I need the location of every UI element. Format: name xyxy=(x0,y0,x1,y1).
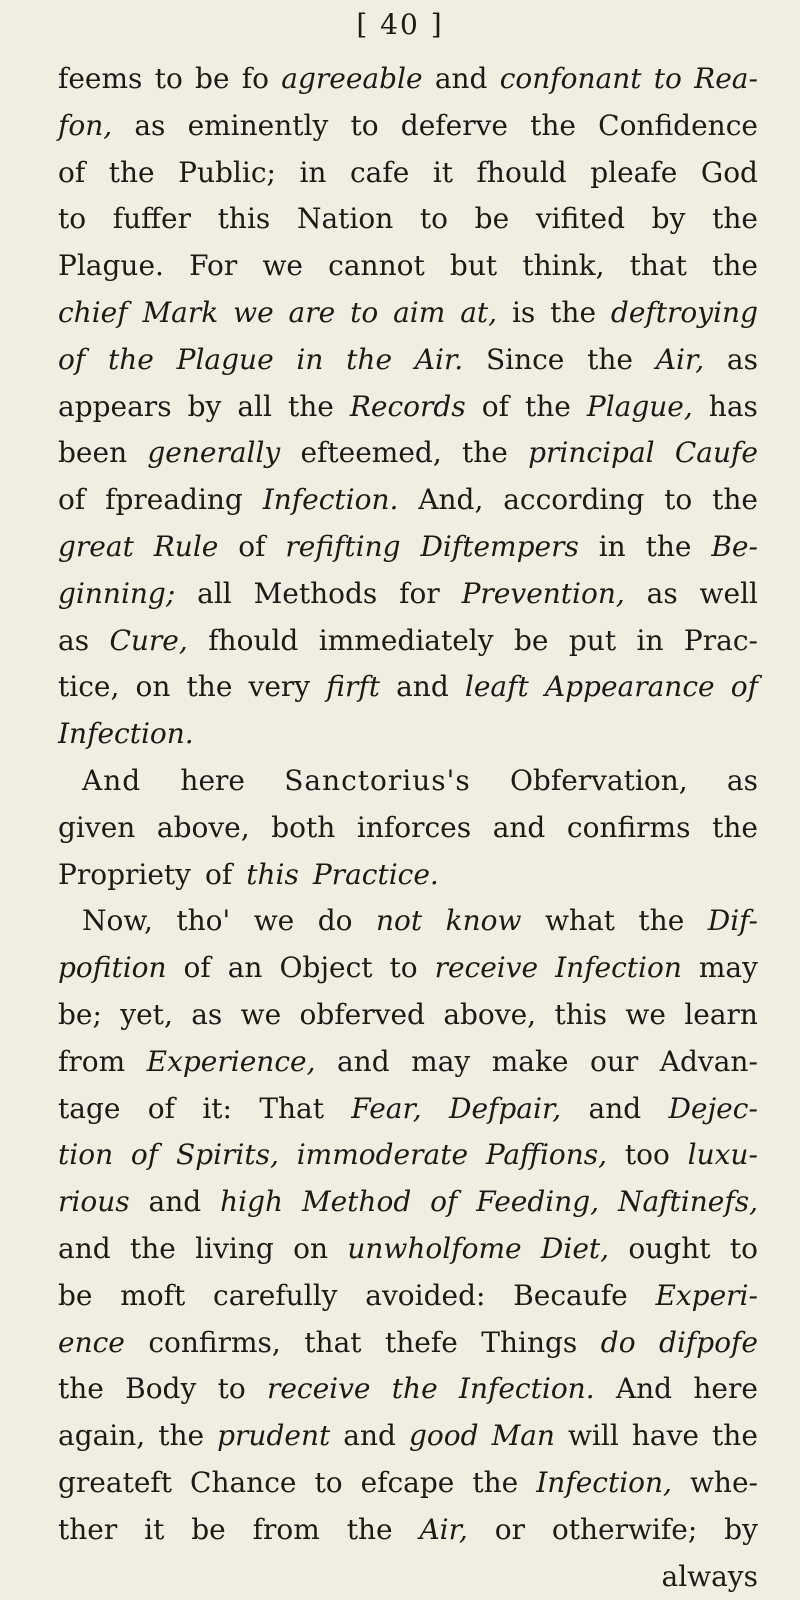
word: and xyxy=(589,1086,642,1133)
text-line xyxy=(58,103,758,150)
word: fpreading xyxy=(105,477,243,524)
word: be xyxy=(475,196,510,243)
word: efteemed, xyxy=(300,430,441,477)
word: to xyxy=(58,196,86,243)
text-line xyxy=(58,1507,758,1554)
word: the xyxy=(187,664,233,711)
word: the xyxy=(158,1413,204,1460)
word: pofition xyxy=(58,945,167,992)
word: as xyxy=(727,337,758,384)
word: fuffer xyxy=(113,196,191,243)
word: all xyxy=(237,384,272,431)
word: living xyxy=(195,1226,274,1273)
word: carefully xyxy=(213,1273,337,1320)
text-line xyxy=(58,56,758,103)
word: Things xyxy=(481,1320,577,1367)
word: Man xyxy=(492,1413,555,1460)
word: to xyxy=(389,945,417,992)
text-line xyxy=(58,196,758,243)
word: but xyxy=(450,243,497,290)
word: Paffions, xyxy=(486,1132,607,1179)
text-line xyxy=(58,898,758,945)
word: efcape xyxy=(361,1460,455,1507)
text-line xyxy=(58,430,758,477)
word: Dif- xyxy=(708,898,758,945)
text-line xyxy=(58,477,758,524)
word: tice, xyxy=(58,664,119,711)
word: chief xyxy=(58,290,128,337)
word: cannot xyxy=(328,243,425,290)
word: we xyxy=(233,290,274,337)
text-line xyxy=(58,290,758,337)
word: tho' xyxy=(176,898,230,945)
word: have xyxy=(632,1413,699,1460)
word: refifting xyxy=(285,524,400,571)
text-line xyxy=(58,384,758,431)
word: the xyxy=(462,430,508,477)
word: both xyxy=(271,805,335,852)
word: may xyxy=(699,945,758,992)
word: good xyxy=(409,1413,479,1460)
word: as xyxy=(727,758,758,805)
word: well xyxy=(700,571,758,618)
text-line xyxy=(58,805,758,852)
word: Infection, xyxy=(536,1460,672,1507)
word: the xyxy=(525,384,571,431)
word: Plague xyxy=(177,337,274,384)
word: be xyxy=(514,618,549,665)
word: confonant xyxy=(500,56,642,103)
word: obferved xyxy=(300,992,425,1039)
word: to xyxy=(350,103,378,150)
word: learn xyxy=(684,992,758,1039)
word: Obfervation, xyxy=(510,758,688,805)
text-line xyxy=(58,1086,758,1133)
word: is xyxy=(512,290,535,337)
text-line xyxy=(58,243,758,290)
word: Plague, xyxy=(587,384,693,431)
word: of xyxy=(482,384,509,431)
word: in xyxy=(296,337,323,384)
word: Experi- xyxy=(655,1273,758,1320)
word: Infection. xyxy=(459,1366,595,1413)
word: Practice. xyxy=(313,852,439,899)
word: again, xyxy=(58,1413,145,1460)
word: fhould xyxy=(477,150,567,197)
word: that xyxy=(630,243,687,290)
word: agreeable xyxy=(281,56,422,103)
word: the xyxy=(392,1366,438,1413)
word: Diftempers xyxy=(420,524,578,571)
word: that xyxy=(304,1320,361,1367)
word: as xyxy=(58,618,89,665)
word: the xyxy=(712,243,758,290)
text-line xyxy=(58,524,758,571)
word: has xyxy=(709,384,758,431)
word: Mark xyxy=(143,290,219,337)
word: And xyxy=(616,1366,672,1413)
word: of xyxy=(58,150,85,197)
word: Defpair, xyxy=(449,1086,561,1133)
word: rious xyxy=(58,1179,130,1226)
word: ought xyxy=(628,1226,710,1273)
word: whe- xyxy=(690,1460,758,1507)
word: and xyxy=(58,1226,111,1273)
word: generally xyxy=(147,430,280,477)
word: too xyxy=(625,1132,670,1179)
word: Propriety xyxy=(58,852,191,899)
word: of xyxy=(205,852,232,899)
word: Spirits, xyxy=(176,1132,279,1179)
word: Plague. xyxy=(58,243,164,290)
word: moft xyxy=(120,1273,185,1320)
word: of xyxy=(148,1086,175,1133)
word: are xyxy=(289,290,336,337)
word: Feeding, xyxy=(476,1179,599,1226)
word: principal xyxy=(528,430,655,477)
body-text xyxy=(58,56,758,1600)
word: Becaufe xyxy=(513,1273,628,1320)
word: vifited xyxy=(536,196,625,243)
word: and xyxy=(435,56,488,103)
word: above, xyxy=(443,992,536,1039)
word: the xyxy=(130,1226,176,1273)
word: avoided: xyxy=(365,1273,485,1320)
text-line xyxy=(58,337,758,384)
word: what xyxy=(545,898,615,945)
text-line xyxy=(58,1226,758,1273)
word: inforces xyxy=(357,805,471,852)
word: Confidence xyxy=(598,103,758,150)
word: this xyxy=(218,196,271,243)
word: we xyxy=(254,898,295,945)
word: to xyxy=(314,1460,342,1507)
word: Rea- xyxy=(694,56,758,103)
word: on xyxy=(136,664,171,711)
word: do xyxy=(601,1320,636,1367)
word: make xyxy=(492,1039,569,1086)
word: leaft xyxy=(465,664,529,711)
word: Air, xyxy=(656,337,704,384)
word: from xyxy=(58,1039,125,1086)
word: Be- xyxy=(711,524,758,571)
word: and xyxy=(343,1413,396,1460)
word: according xyxy=(503,477,644,524)
word: Appearance xyxy=(545,664,715,711)
text-line xyxy=(58,618,758,665)
word: or xyxy=(495,1507,525,1554)
word: it: xyxy=(202,1086,232,1133)
word: Fear, xyxy=(351,1086,421,1133)
word: to xyxy=(350,290,378,337)
word: very xyxy=(249,664,311,711)
word: Since xyxy=(486,337,564,384)
text-line xyxy=(58,150,758,197)
word: ence xyxy=(58,1320,125,1367)
word: know xyxy=(446,898,522,945)
word: Public; xyxy=(178,150,276,197)
word: the xyxy=(712,196,758,243)
word: put xyxy=(569,618,616,665)
word: confirms xyxy=(567,805,691,852)
word: to xyxy=(664,477,692,524)
word: by xyxy=(188,384,222,431)
word: an xyxy=(228,945,263,992)
text-line xyxy=(58,945,758,992)
word: by xyxy=(724,1507,758,1554)
word: the xyxy=(58,1366,104,1413)
word: Methods xyxy=(254,571,378,618)
text-line xyxy=(58,992,758,1039)
word: and xyxy=(149,1179,202,1226)
word: as xyxy=(191,992,222,1039)
word: the xyxy=(530,103,576,150)
word: thefe xyxy=(385,1320,458,1367)
word: on xyxy=(293,1226,328,1273)
word: to xyxy=(218,1366,246,1413)
word: For xyxy=(189,243,237,290)
text-line xyxy=(58,1039,758,1086)
word: ther xyxy=(58,1507,117,1554)
word: pleafe xyxy=(590,150,677,197)
word: Air. xyxy=(415,337,463,384)
word: Nation xyxy=(297,196,393,243)
word: above, xyxy=(157,805,250,852)
word: Caufe xyxy=(675,430,758,477)
word: prudent xyxy=(217,1413,330,1460)
word: Now, xyxy=(82,898,153,945)
word: fo xyxy=(242,56,269,103)
word: of xyxy=(58,337,85,384)
word: Object xyxy=(279,945,372,992)
text-line xyxy=(58,711,758,758)
word: here xyxy=(180,758,245,805)
word: firft xyxy=(326,664,380,711)
text-line xyxy=(58,1320,758,1367)
word: ginning; xyxy=(58,571,175,618)
page-number: [ 40 ] xyxy=(0,8,800,41)
word: by xyxy=(652,196,686,243)
word: And, xyxy=(418,477,483,524)
word: be xyxy=(191,1507,226,1554)
word: not xyxy=(376,898,422,945)
word: be xyxy=(195,56,230,103)
word: from xyxy=(253,1507,320,1554)
word: we xyxy=(625,992,666,1039)
word: of xyxy=(131,1132,158,1179)
word: as xyxy=(134,103,165,150)
text-line xyxy=(58,1554,758,1600)
word: it xyxy=(144,1507,164,1554)
word: here xyxy=(693,1366,758,1413)
word: greateft xyxy=(58,1460,172,1507)
word: the xyxy=(346,337,392,384)
word: deftroying xyxy=(611,290,758,337)
word: Naftinefs, xyxy=(618,1179,758,1226)
word: great xyxy=(58,524,134,571)
word: in xyxy=(299,150,326,197)
text-line xyxy=(58,1413,758,1460)
word: as xyxy=(647,571,678,618)
word: the xyxy=(638,898,684,945)
word: otherwife; xyxy=(552,1507,697,1554)
word: receive xyxy=(267,1366,371,1413)
word: the xyxy=(347,1507,393,1554)
text-line xyxy=(58,1366,758,1413)
text-line xyxy=(58,1132,758,1179)
word: we xyxy=(262,243,303,290)
word: Body xyxy=(125,1366,196,1413)
word: Method xyxy=(302,1179,411,1226)
word: this xyxy=(554,992,607,1039)
word: Air, xyxy=(419,1507,467,1554)
word: cafe xyxy=(350,150,409,197)
word: Sanctorius's xyxy=(284,758,471,805)
word: That xyxy=(259,1086,324,1133)
word: luxu- xyxy=(688,1132,758,1179)
word: at, xyxy=(460,290,497,337)
word: our xyxy=(590,1039,638,1086)
word: Infection. xyxy=(58,711,194,758)
word: and xyxy=(396,664,449,711)
text-line xyxy=(58,852,758,899)
word: receive xyxy=(435,945,539,992)
word: to xyxy=(654,56,682,103)
word: the xyxy=(109,150,155,197)
word: fon, xyxy=(58,103,112,150)
word: in xyxy=(599,524,626,571)
word: tage xyxy=(58,1086,120,1133)
word: the xyxy=(646,524,692,571)
text-line xyxy=(58,1179,758,1226)
word: And xyxy=(82,758,141,805)
word: and xyxy=(337,1039,390,1086)
word: of xyxy=(184,945,211,992)
word: fhould xyxy=(208,618,298,665)
word: of xyxy=(731,664,758,711)
text-line xyxy=(58,758,758,805)
word: been xyxy=(58,430,127,477)
word: to xyxy=(420,196,448,243)
word: confirms, xyxy=(148,1320,280,1367)
word: we xyxy=(241,992,282,1039)
word: may xyxy=(411,1039,470,1086)
word: deferve xyxy=(401,103,508,150)
word: Experience, xyxy=(147,1039,316,1086)
word: in xyxy=(637,618,664,665)
word: the xyxy=(288,384,334,431)
word: Infection. xyxy=(263,477,399,524)
word: appears xyxy=(58,384,172,431)
word: think, xyxy=(522,243,604,290)
word: Dejec- xyxy=(668,1086,757,1133)
word: Rule xyxy=(154,524,219,571)
word: given xyxy=(58,805,135,852)
word: it xyxy=(433,150,453,197)
word: of xyxy=(238,524,265,571)
word: the xyxy=(712,1413,758,1460)
word: Prac- xyxy=(684,618,758,665)
word: all xyxy=(197,571,232,618)
word: Prevention, xyxy=(462,571,625,618)
word: high xyxy=(220,1179,283,1226)
word: to xyxy=(155,56,183,103)
word: the xyxy=(587,337,633,384)
word: eminently xyxy=(188,103,329,150)
text-line xyxy=(58,664,758,711)
word: the xyxy=(472,1460,518,1507)
word: aim xyxy=(393,290,445,337)
word: be xyxy=(58,1273,93,1320)
word: this xyxy=(246,852,299,899)
text-line xyxy=(58,571,758,618)
word: Cure, xyxy=(109,618,187,665)
word: will xyxy=(568,1413,619,1460)
word: of xyxy=(58,477,85,524)
word: unwholfome xyxy=(347,1226,521,1273)
word: Diet, xyxy=(541,1226,609,1273)
word: do xyxy=(318,898,353,945)
word: to xyxy=(730,1226,758,1273)
word: and xyxy=(493,805,546,852)
word: immoderate xyxy=(297,1132,468,1179)
text-line xyxy=(58,1273,758,1320)
word: for xyxy=(399,571,440,618)
word: the xyxy=(712,805,758,852)
word: immediately xyxy=(319,618,494,665)
word: Chance xyxy=(190,1460,296,1507)
text-line xyxy=(58,1460,758,1507)
word: yet, xyxy=(120,992,173,1039)
word: Infection xyxy=(555,945,682,992)
word: the xyxy=(550,290,596,337)
word: the xyxy=(712,477,758,524)
word: feems xyxy=(58,56,142,103)
word: Records xyxy=(350,384,466,431)
word: difpofe xyxy=(659,1320,758,1367)
word: the xyxy=(108,337,154,384)
word: of xyxy=(430,1179,457,1226)
word: tion xyxy=(58,1132,113,1179)
word: God xyxy=(701,150,758,197)
word: Advan- xyxy=(660,1039,758,1086)
word: be; xyxy=(58,992,102,1039)
word: always xyxy=(662,1554,759,1600)
